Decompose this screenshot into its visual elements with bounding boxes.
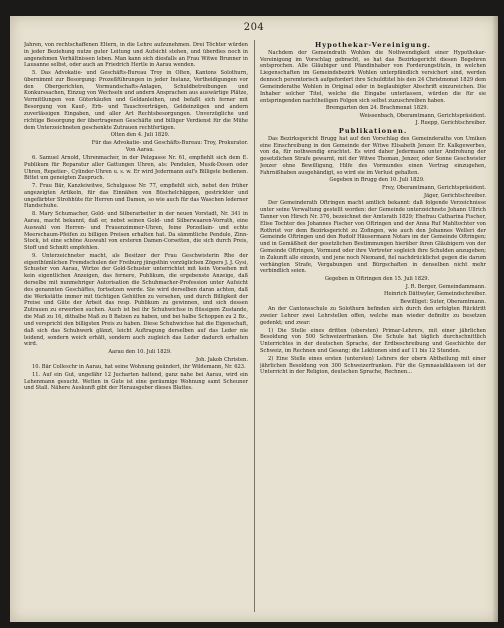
left-signature: Joh. Jakob Christen. [195,356,248,363]
section-heading-publikationen: Publikationen. [338,126,408,135]
right-signature: Frey, Oberamtmann, Gerichtspräsident. [382,185,486,192]
left-signature: Für das Advokatie- und Geschäfts-Bureau: Troy, Prokurator. [91,139,248,146]
left-paragraph: 7. Frau Bär, Kanzleiwitwe, Schulgasse Nr. 77, empfiehlt sich, nebst den früher angezeigten Artikeln, für das Einnähen von Büschelchäppen, gestrickter und ungefärbter Strohhüte für Herren und Damen, so wie auch für das Waschen lederner Handschuhe. [24,183,248,210]
right-paragraph: Der Gemeinderath Oftringen macht amtlich bekannt: daß folgende Verzeichnisse unter seine Verwaltung gestellt worden: der Gemeinde unterzeichnete Johann Ullrich Tanner von Hirsch Nr. 376, bezeichnet der Amtsrath 1829; Ehefrau Catharina Fischer, Elise Tochter des Johannes Fischer von Oftringen und der Anna Ruf Mahltochter von Rothrist vor dem Bezirksgericht zu Zofingen, wie auch den Johannes Welleri der Gemeinde Oftringen und den Rudolf Häusermann Notars im der Gemeinde Oftringen; und in Gemäßheit der gesetzlichen Bestimmungen hierüber ihren Gläubigern von der Gemeinde Oftringen, Vormund oder ihre Vertreter sogleich ihre Schulden anzugeben; in Zukunft alle einzeln, und jene noch Niemand, fiel nachdrücklichst gegen die darum verhängten Strafe, Vergabungen und Bürgschaften in denselben nicht mehr verbindlich seien. [260,200,486,275]
right-signature: Jäger, Gerichtschreiber. [424,192,486,199]
right-dateline: Gegeben in Brugg den 10. Juli 1829. [329,177,425,184]
right-paragraph: 1) Die Stelle eines dritten (obersten) Primar-Lehrers, mit einer jährlichen Besoldung von 500 Schweizerfranken. Die Schule hat täglich durchschnittlich Unterrichtes in der deutschen Sprache, der Erdbeschreibung und Geschichte der Schweiz, im Rechnen und Gesang; die Lektionen sind auf 11 bis 12 Stunden. [260,327,486,355]
right-paragraph: 2) Eine Stelle eines ersten (untersten) Lehrers der obern Abtheilung mit einer jährlichen Besoldung von 300 Schweizerfranken. Für die Gymnasialklassen ist der Unterricht in der Religion, deutschen Sprache, Rechnen... [260,355,486,376]
left-paragraph: Jahren, von rechtschaffenen Eltern, in die Lehre aufzunehmen. Drei Töchter würden in jeder Beziehung nutze guter Leitung und Aufsicht stehen, und überdies noch in angenehmen Verhältnissen leben. Man kann sich diesfalls an Frau Witwe Brunner in Lausanne selbst, oder auch an Friedrich Hertle in Aarau wenden. [24,42,248,69]
left-column [24,42,248,614]
right-paragraph: An der Cantonsschule zu Solothurn befinden sich durch den erfolgten Rücktritt zweier Lehrer zwei Lehrstellen offen, welche man wieder definitiv zu besetzen gedenkt; und zwar: [260,306,486,327]
page-number: 204 [243,22,265,33]
left-dateline: Aarau den 10. Juli 1829. [108,348,172,355]
left-paragraph: 11. Auf ein Gut, ungefähr 12 Jucharten haltend, ganz nahe bei Aarau, wird ein Lehenmann gesucht. Wetten in Gute ist eine geräumige Wohnung samt Scheuner und Stall. Nähere Auskunft gibt der Herausgeber dieses Blattes. [24,371,248,392]
section-heading-hypothekar: Hypothekar-Vereinigung. [315,42,431,49]
column-divider [254,40,255,612]
left-section-label: Von Aarau. [125,147,155,154]
left-paragraph: 10. Bär Colleschr in Aarau, hat seine Wohnung geändert, ihr Wildemann, Nr. 623. [32,364,246,371]
right-signature: Weissenbach, Oberamtmann, Gerichtspräsident. [359,112,486,119]
left-paragraph: 9. Unterzeichneter macht, als Besitzer der Frau Geschwisterin Rhe der eigenthümlichen Fremdschulen der Freiburg jüngsthin vorzüglichen Zögers J. J. Gysi, Schuster von Aarau, Wirtze der Gold-Schuster unterrichtet mit kein Vorsehen mit kein eigentlichen Anzeigen, das fernere, Publikum, die ergebenste Anzeige, daß derselbe mit nunmehriger Autorisation die Schuhmacher-Profession unter Aufsicht des genannten Geschäftes, fortsetzen werde. Sie wird derselben daran achten, daß die Werkstätte immer mit tüchtigen Gehülfen zu versehen, und durch Billigkeit der Preise und Güte der Arbeit das resp. Publikum zu gewinnen, und sich dessen Zutrauen zu erwerben suchen. Auch ist bei ihr Schuhwichse in flüssigem Zustande, die Maß zu 16, dithalbe Maß zu 8 Batzen zu haben, und bei halbe Schoppen zu 2 Bz., und verspricht den billigsten Preis zu haben. Diese Schuhwichse hat die Eigenschaft, daß sich das Schuhwerk glänzt, leicht Auftragung derselben auf das Leder nie leidend, sondern weich erhält, sondern auch zugleich das Leder dadurch erhalten wird. [24,252,248,348]
left-paragraph: 8. Mary Schumacher, Gold- und Silberarbeiter in der neuen Vorstadt, Nr. 341 in Aarau, macht bekannt, daß er, nebst seinen Gold- und Silberwaaren-Vorrath, eine Auswahl von Herren- und Frauenzimmer-Uhren, feine Porzellain- und echte Meerschaum-Pfeifen zu billigen Preisen erhalten hat. Da sämmtliche Pendule, Zinn-Stock, ist eine schöne Auswahl von ersteren Damen-Corsetten, die sich durch Preis, Stoff und Schnitt empfehlen. [24,211,248,252]
left-paragraph: 6. Samuel Arnold, Uhrenmacher, in der Pelzgasse Nr. 61, empfiehlt sich dem E. Publikum für Reparatur aller Gattungen Uhren, als: Pendulen, Musik-Dosen oder Uhren, Repetier-, Cylinder-Uhren u. s. w. Er wird Jedermann auf's Billigste bedienen. Bittet um geneigten Zuspruch. [24,154,248,182]
right-paragraph: Nachdem der Gemeindrath Wohlen die Nothwendigkeit einer Hypothekar-Vereinigung im Vorschlag gebracht, so hat das Bezirksgericht diesen Begehren entsprochen. Alle Gläubiger und Pfandinhaber von Forderungstiteln, in welchen Liegenschaften im Gemeindsbezirk Wohlen unterpfändlich versichert sind, werden dennoch peremtorisch aufgefordert ihre Schuldtitel bis den 24 Christmonat 1829 dem Gemeinderathe Wohlen in Original oder in beglaubigter Abschrift einzureichen. Die Inhaber solcher Titel, welche die Eingabe unterlassen, würden die für sie entspringenden nachtheiligen Folgen sich selbst zuzuschreiben haben. [260,49,486,104]
left-paragraph: 5. Das Advokatie- und Geschäfts-Bureau Troy in Olten, Kantons Solothurn, übernimmt zur Besorgung: Prozeßführungen in jeder Instanz, Vertheidigungen vor den Obergerichten, Vormundschafts-Anlagen, Schuldbetreibungen und Konkurssachen, Einzug von Wechseln und andern Ansprachen aus auswärtige Plätze, Vermittlungen von Güterkäufen und Geldanleihen, und befaßt sich ferner mit Besorgung von Kauf-, Erb- und Tauschverträgen, Geldeinzügen und andern zuverlässigen Eingaben, und aller Art Rechtsbesorgungen. Unverzügliche und richtige Besorgung der übertragenen Geschäfte und billiger Verdienst für die Mühe dem Unterzeichneten geschenkte Zutrauen rechtfertigen. [24,70,248,131]
newspaper-page [10,16,498,622]
right-paragraph: Das Bezirksgericht Brugg hat auf den Vorschlag des Gemeinderaths von Umiken eine Einschreibung in den Gemeinde der Witwe Elisabeth Jenzer. Er. Kalkgewerbes, von da, für nothwendig erachtet. Es wird daher Jedermann unter Androhung der gesetzlichen Strafe gewarnt, mit der Witwe Thoman, Jenzer, oder Sonne Geschwister Jenzer ohne Bewilligung, Hilfe des Vormundes einen Vertrag einzugehen, Fahrnißhaben ausgehändigt, so wird sie im Verlust gehalten. [260,135,486,176]
left-dateline: Olten den 4. Juli 1829. [110,132,170,139]
right-dateline: Bremgarten den 24. Brachmonat 1829. [325,105,429,112]
right-signature: Heinrich Dättwyler, Gemeindschreiber. [383,291,486,298]
right-signature: Bewilliget: Suter, Oberamtmann. [400,298,486,305]
right-dateline: Gegeben in Oftringen den 15. Juli 1829. [324,275,430,282]
page-edge-shadow [492,16,498,622]
right-signature: J. R. Berger, Gemeindammann. [405,283,486,290]
right-column [260,42,486,614]
right-signature: J. Ruepp, Gerichtschreiber. [415,120,486,127]
